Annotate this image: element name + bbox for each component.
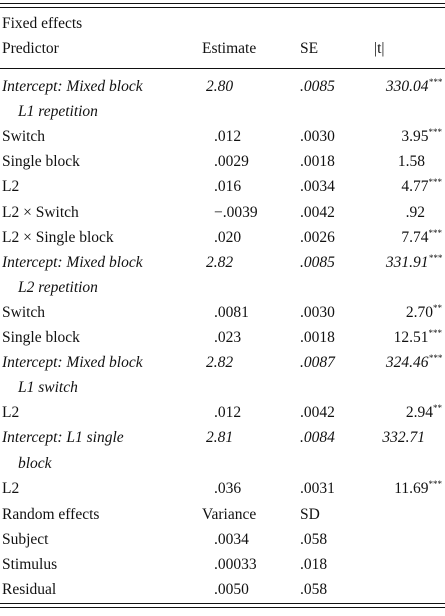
table-row — [0, 174, 445, 199]
row-predictor: Intercept: Mixed block — [2, 253, 143, 271]
random-effect-sd: .018 — [300, 556, 328, 573]
t-value-text: 3.95 — [401, 128, 429, 146]
significance-stars: ** — [433, 403, 442, 414]
row-t-value — [386, 74, 442, 99]
t-value-text: 4.77 — [401, 178, 429, 196]
row-predictor: Single block — [2, 329, 80, 346]
row-t-value — [406, 400, 442, 425]
row-predictor: L2 — [2, 479, 20, 497]
significance-stars: *** — [428, 227, 442, 238]
t-value-text: 324.46 — [385, 354, 429, 372]
t-value-text: 330.04 — [385, 78, 429, 95]
row-se: .0042 — [300, 203, 335, 221]
t-value-text: 2.94 — [405, 404, 433, 422]
random-effect-variance: .0050 — [214, 581, 249, 598]
row-se: .0084 — [300, 429, 335, 447]
row-predictor: Intercept: Mixed block — [2, 354, 143, 372]
row-se: .0042 — [300, 404, 335, 422]
row-estimate: .023 — [214, 329, 242, 346]
row-estimate: .0081 — [214, 303, 249, 321]
table-bottom-rule — [0, 603, 445, 604]
significance-stars: *** — [428, 327, 442, 338]
table-row — [0, 149, 445, 174]
row-t-value — [398, 149, 425, 174]
column-header-row — [0, 36, 445, 61]
row-se: .0087 — [300, 354, 335, 372]
row-se: .0034 — [300, 178, 335, 196]
row-estimate: 2.80 — [206, 78, 234, 95]
table-row — [0, 250, 445, 275]
row-se: .0030 — [300, 128, 335, 146]
random-effect-row — [0, 577, 445, 602]
random-effect-sd: .058 — [300, 531, 328, 548]
t-value-text: 12.51 — [393, 329, 429, 346]
row-predictor: L2 repetition — [18, 278, 98, 296]
row-predictor: Single block — [2, 153, 80, 171]
row-se: .0085 — [300, 78, 335, 95]
col-header-estimate: Estimate — [202, 40, 257, 57]
table-row — [0, 400, 445, 425]
random-effect-row — [0, 527, 445, 552]
random-effect-label: Stimulus — [2, 556, 58, 573]
row-predictor: block — [18, 454, 52, 472]
t-value-text: 1.58 — [397, 153, 425, 171]
section-title: Fixed effects — [2, 15, 83, 32]
table-row — [0, 375, 445, 400]
row-predictor: L2 × Single block — [2, 228, 114, 246]
random-effect-sd: .058 — [300, 581, 328, 598]
row-estimate: .036 — [214, 479, 242, 497]
table-row — [0, 325, 445, 350]
significance-stars: *** — [428, 76, 442, 87]
table-top-rule-inner — [0, 7, 445, 8]
random-effect-variance: .00033 — [214, 556, 257, 573]
row-se: .0030 — [300, 303, 335, 321]
col-header-sd: SD — [300, 506, 320, 523]
random-effect-label: Subject — [2, 531, 49, 548]
row-predictor: L2 × Switch — [2, 203, 79, 221]
row-estimate: .012 — [214, 128, 242, 146]
significance-stars: *** — [428, 478, 442, 489]
table-row — [0, 275, 445, 300]
col-header-t: |t| — [374, 40, 385, 57]
table-row — [0, 476, 445, 501]
random-effect-row — [0, 552, 445, 577]
significance-stars: *** — [428, 127, 442, 138]
row-estimate: .012 — [214, 404, 242, 422]
significance-stars: *** — [428, 252, 442, 263]
row-estimate: 2.82 — [206, 354, 234, 372]
row-estimate: .016 — [214, 178, 242, 196]
t-value-text: 2.70 — [405, 303, 433, 321]
row-t-value — [386, 350, 442, 375]
table-row — [0, 74, 445, 99]
row-predictor: Switch — [2, 128, 46, 146]
random-effect-variance: .0034 — [214, 531, 249, 548]
col-header-variance: Variance — [202, 506, 257, 523]
row-t-value — [401, 225, 442, 250]
t-value-text: .92 — [405, 203, 425, 221]
section-header-fixed-effects — [0, 11, 445, 36]
row-t-value — [386, 250, 442, 275]
table-row — [0, 225, 445, 250]
table-row — [0, 124, 445, 149]
random-effect-label: Residual — [2, 581, 57, 598]
row-se: .0026 — [300, 228, 335, 246]
row-t-value — [394, 476, 442, 501]
row-estimate: 2.82 — [206, 253, 234, 271]
t-value-text: 331.91 — [385, 253, 429, 271]
row-predictor: L2 — [2, 404, 20, 422]
table-row — [0, 350, 445, 375]
table-row — [0, 425, 445, 450]
row-t-value — [401, 174, 442, 199]
row-t-value — [382, 425, 425, 450]
row-se: .0085 — [300, 253, 335, 271]
header-rule — [0, 68, 445, 69]
significance-stars: *** — [428, 352, 442, 363]
row-predictor: L2 — [2, 178, 20, 196]
table-row — [0, 300, 445, 325]
row-predictor: Switch — [2, 303, 46, 321]
table-row — [0, 200, 445, 225]
row-t-value — [401, 124, 442, 149]
table-top-rule — [0, 3, 445, 4]
row-estimate: −.0039 — [214, 203, 258, 221]
significance-stars: *** — [428, 177, 442, 188]
t-value-text: 7.74 — [401, 228, 429, 246]
row-t-value — [406, 200, 425, 225]
section-header-random-effects — [0, 502, 445, 527]
row-se: .0018 — [300, 153, 335, 171]
row-estimate: .0029 — [214, 153, 249, 171]
t-value-text: 332.71 — [382, 429, 425, 447]
row-se: .0018 — [300, 329, 335, 346]
row-estimate: .020 — [214, 228, 242, 246]
significance-stars: ** — [433, 302, 442, 313]
random-section-title: Random effects — [2, 506, 100, 523]
row-predictor: Intercept: Mixed block — [2, 78, 143, 95]
col-header-predictor: Predictor — [2, 40, 59, 57]
row-estimate: 2.81 — [206, 429, 234, 447]
table-row — [0, 451, 445, 476]
row-predictor: L1 repetition — [18, 103, 98, 121]
row-t-value — [406, 300, 442, 325]
row-predictor: Intercept: L1 single — [2, 429, 124, 447]
t-value-text: 11.69 — [394, 479, 429, 497]
col-header-se: SE — [300, 40, 319, 57]
table-bottom-rule-inner — [0, 607, 445, 608]
table-row — [0, 99, 445, 124]
row-se: .0031 — [300, 479, 335, 497]
row-predictor: L1 switch — [18, 379, 78, 397]
row-t-value — [394, 325, 442, 350]
